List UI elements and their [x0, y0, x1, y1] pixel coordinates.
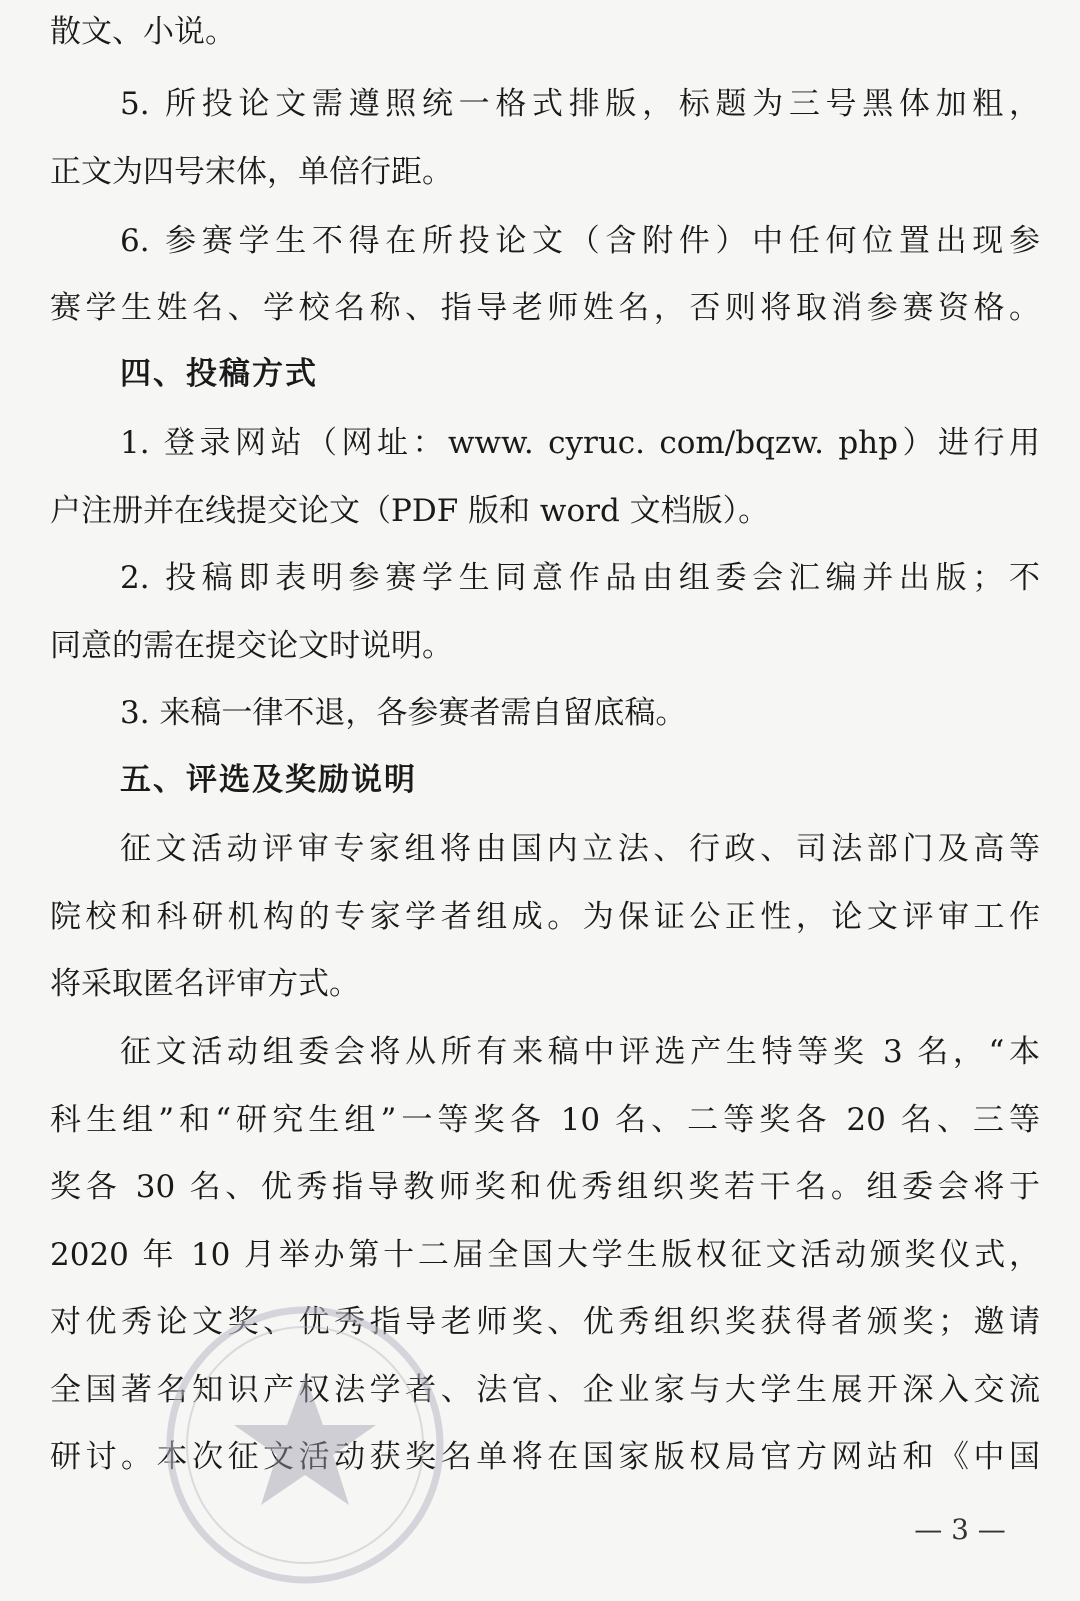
section-heading: 五、评选及奖励说明 — [120, 762, 417, 798]
text-line: 研讨。本次征文活动获奖名单将在国家版权局官方网站和《中国 — [50, 1439, 1040, 1475]
text-line: 6. 参赛学生不得在所投论文（含附件）中任何位置出现参 — [120, 223, 1040, 259]
text-line: 3. 来稿一律不退，各参赛者需自留底稿。 — [120, 695, 687, 731]
text-line: 科生组”和“研究生组”一等奖各 10 名、二等奖各 20 名、三等 — [50, 1102, 1040, 1138]
section-heading: 四、投稿方式 — [120, 356, 318, 392]
text-line: 院校和科研机构的专家学者组成。为保证公正性，论文评审工作 — [50, 899, 1040, 935]
text-line: 征文活动评审专家组将由国内立法、行政、司法部门及高等 — [120, 831, 1040, 867]
text-line: 户注册并在线提交论文（PDF 版和 word 文档版）。 — [50, 493, 770, 529]
text-line: 征文活动组委会将从所有来稿中评选产生特等奖 3 名，“本 — [120, 1034, 1040, 1070]
text-line: 2. 投稿即表明参赛学生同意作品由组委会汇编并出版；不 — [120, 560, 1040, 596]
text-line: 5. 所投论文需遵照统一格式排版，标题为三号黑体加粗， — [120, 86, 1040, 122]
text-line: 2020 年 10 月举办第十二届全国大学生版权征文活动颁奖仪式， — [50, 1237, 1040, 1273]
text-line: 将采取匿名评审方式。 — [50, 966, 360, 1002]
text-line: 散文、小说。 — [50, 14, 236, 50]
text-line: 对优秀论文奖、优秀指导老师奖、优秀组织奖获得者颁奖；邀请 — [50, 1304, 1040, 1340]
text-line: 全国著名知识产权法学者、法官、企业家与大学生展开深入交流 — [50, 1372, 1040, 1408]
text-line: 正文为四号宋体，单倍行距。 — [50, 154, 453, 190]
text-line: 赛学生姓名、学校名称、指导老师姓名，否则将取消参赛资格。 — [50, 290, 1040, 326]
text-line: 同意的需在提交论文时说明。 — [50, 628, 453, 664]
text-line: 奖各 30 名、优秀指导教师奖和优秀组织奖若干名。组委会将于 — [50, 1169, 1040, 1205]
text-line: 1. 登录网站（网址：www. cyruc. com/bqzw. php）进行用 — [120, 425, 1040, 461]
page-number: — 3 — — [914, 1513, 1006, 1546]
